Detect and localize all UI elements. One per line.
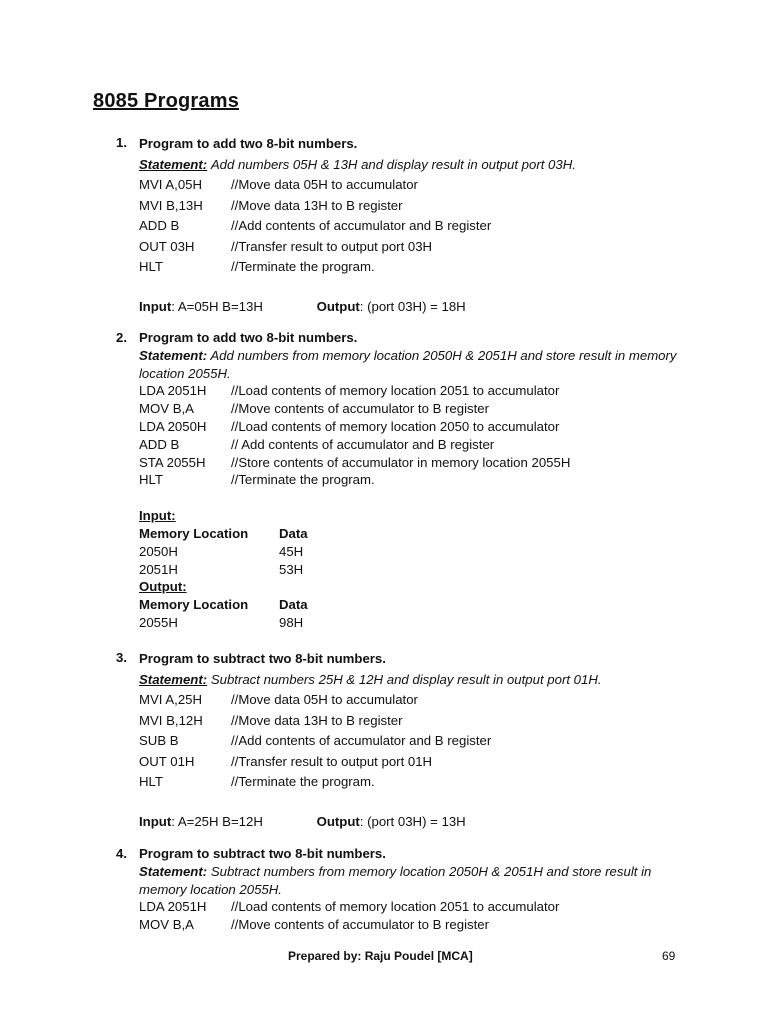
comment: //Move data 13H to B register [231,712,403,728]
comment: //Terminate the program. [231,774,375,789]
statement-label: Statement: [139,156,208,172]
column-header-location: Memory Location [139,525,249,541]
code-line [139,400,686,418]
comment: //Load contents of memory location 2050 to accumulator [231,418,560,434]
column-header-location: Memory Location [139,597,249,613]
instruction: LDA 2051H [139,899,207,915]
memory-data: 98H [279,614,304,630]
instruction: ADD B [139,218,180,233]
memory-data: 45H [279,543,304,559]
instruction: MVI A,25H [139,692,203,707]
comment: //Transfer result to output port 01H [231,753,433,769]
memory-location: 2055H [139,614,178,630]
code-line [139,237,686,258]
program-title: Program to subtract two 8-bit numbers. [139,846,386,861]
memory-data: 53H [279,561,304,577]
program-2 [116,329,686,632]
comment: //Add contents of accumulator and B register [231,218,492,233]
column-header-data: Data [279,597,308,613]
code-line [139,382,686,400]
comment: //Load contents of memory location 2051 to accumulator [231,383,560,399]
program-title: Program to add two 8-bit numbers. [139,330,358,345]
instruction: MVI B,12H [139,712,203,728]
comment: // Add contents of accumulator and B register [231,436,495,452]
input-value: : A=25H B=12H [171,813,263,829]
comment: //Terminate the program. [231,259,375,274]
instruction: MOV B,A [139,401,194,417]
instruction: HLT [139,259,163,274]
page-number: 69 [662,949,676,963]
code-line [139,418,686,436]
comment: //Add contents of accumulator and B register [231,733,492,748]
instruction: MVI A,05H [139,177,203,192]
instruction: MOV B,A [139,917,194,933]
statement-text: Add numbers 05H & 13H and display result in output port 03H. [210,156,576,172]
code-line [139,752,686,773]
code-line [139,454,686,472]
prepared-by: Prepared by: Raju Poudel [MCA] [288,949,473,963]
input-value: : A=05H B=13H [171,298,263,314]
code-line [139,257,686,278]
code-line [139,196,686,217]
program-number: 2. [116,330,127,345]
program-number: 4. [116,846,127,861]
memory-location: 2051H [139,561,178,577]
statement-label: Statement: [139,347,208,363]
program-1 [116,134,686,317]
statement-text: Add numbers from memory location 2050H & 2051H and store result in memory location 2055H. [139,347,677,381]
statement [139,670,686,691]
comment: //Move contents of accumulator to B register [231,917,490,933]
comment: //Terminate the program. [231,472,375,488]
input-label: Input [139,298,172,314]
comment: //Move data 05H to accumulator [231,692,418,707]
page-title: 8085 Programs [93,90,240,112]
input-output-line [139,297,686,318]
instruction: LDA 2051H [139,383,207,399]
instruction: LDA 2050H [139,418,207,434]
comment: //Load contents of memory location 2051 to accumulator [231,899,560,915]
program-3 [116,649,686,832]
comment: //Transfer result to output port 03H [231,238,433,254]
code-line [139,772,686,793]
statement-label: Statement: [139,671,208,687]
code-line [139,916,686,934]
table-header [139,596,686,614]
statement-text: Subtract numbers from memory location 2050H & 2051H and store result in memory location 2055H. [139,863,652,897]
output-value: : (port 03H) = 18H [359,298,466,314]
output-label: Output [316,813,360,829]
table-row [139,543,686,561]
statement [139,347,686,383]
column-header-data: Data [279,525,308,541]
program-number: 1. [116,135,127,150]
instruction: HLT [139,774,163,789]
instruction: MVI B,13H [139,197,203,213]
statement [139,155,686,176]
program-4 [116,845,686,934]
instruction: STA 2055H [139,454,206,470]
code-line [139,175,686,196]
comment: //Store contents of accumulator in memory location 2055H [231,454,571,470]
program-title: Program to add two 8-bit numbers. [139,136,358,151]
instruction: OUT 01H [139,753,195,769]
instruction: OUT 03H [139,238,195,254]
memory-location: 2050H [139,543,178,559]
table-header [139,525,686,543]
program-title: Program to subtract two 8-bit numbers. [139,651,386,666]
code-line [139,711,686,732]
instruction: SUB B [139,733,179,748]
input-heading: Input: [139,508,176,524]
comment: //Move data 05H to accumulator [231,177,418,192]
code-line [139,898,686,916]
output-heading: Output: [139,579,187,595]
code-line [139,690,686,711]
code-line [139,216,686,237]
table-row [139,561,686,579]
input-output-line [139,812,686,833]
instruction: ADD B [139,436,180,452]
comment: //Move contents of accumulator to B register [231,401,490,417]
input-label: Input [139,813,172,829]
code-line [139,731,686,752]
code-line [139,471,686,489]
code-line [139,436,686,454]
statement-text: Subtract numbers 25H & 12H and display result in output port 01H. [207,671,602,687]
program-number: 3. [116,650,127,665]
instruction: HLT [139,472,163,488]
table-row [139,614,686,632]
statement-label: Statement: [139,863,208,879]
output-label: Output [316,298,360,314]
comment: //Move data 13H to B register [231,197,403,213]
output-value: : (port 03H) = 13H [359,813,466,829]
statement [139,863,686,899]
